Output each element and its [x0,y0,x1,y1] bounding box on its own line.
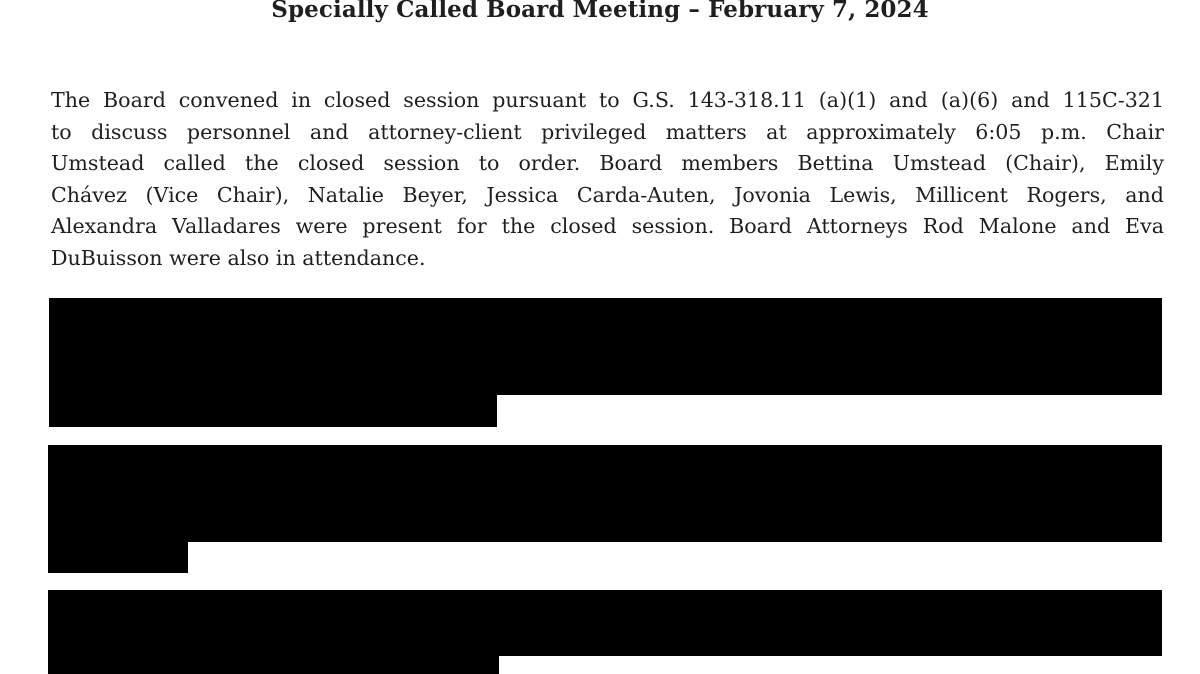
redaction-bar [48,590,1162,656]
redaction-bar [49,298,1162,395]
paragraph-line: Alexandra Valladares were present for the closed session. Board Attorneys Rod Malone and Eva [51,214,1164,238]
paragraph-line: Chávez (Vice Chair), Natalie Beyer, Jessica Carda-Auten, Jovonia Lewis, Millicent Rogers, and [51,182,1164,207]
paragraph-line: to discuss personnel and attorney-client privileged matters at approximately 6:05 p.m. Chair [51,119,1164,144]
document-title: Specially Called Board Meeting – February 7, 2024 [271,0,929,23]
closed-session-paragraph [51,85,1164,274]
paragraph-line: The Board convened in closed session pursuant to G.S. 143-318.11 (a)(1) and (a)(6) and 115C-321 [51,88,1164,112]
redaction-bar [49,393,497,427]
paragraph-line: Umstead called the closed session to order. Board members Bettina Umstead (Chair), Emily [51,151,1164,175]
paragraph-line: DuBuisson were also in attendance. [51,245,426,270]
redaction-bar [48,654,499,674]
redaction-bar [48,445,1162,542]
redaction-bar [48,540,188,573]
